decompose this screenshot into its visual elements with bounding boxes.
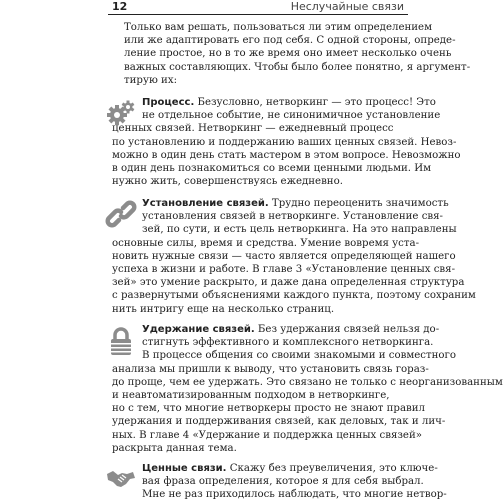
term-retention: Удержание связей. [142, 324, 255, 335]
page-header [108, 0, 408, 15]
text-line: Безусловно, нетворкинг — это процесс! Это [194, 97, 436, 108]
term-establishing: Установление связей. [142, 198, 269, 209]
text-line: тирую их: [124, 74, 178, 86]
text-line: зей, по сути, и есть цель нетворкинга. На это направлены [142, 224, 457, 236]
text-line: Мне не раз приходилось наблюдать, что многие нетвор- [142, 489, 447, 501]
page-number: 12 [112, 0, 128, 13]
text-line: Скажу без преувеличения, это ключе- [226, 463, 438, 474]
text-line: раскрыта данная тема. [112, 442, 237, 454]
intro-paragraph [112, 21, 471, 87]
text-line: Без удержания связей нельзя до- [254, 324, 440, 335]
text-line: основные силы, время и средства. Умение вовремя уста- [112, 237, 420, 249]
handshake-icon [106, 462, 136, 492]
running-title: Неслучайные связи [290, 0, 404, 13]
term-process: Процесс. [142, 97, 195, 108]
text-line: анализа мы пришли к выводу, что установить связь гораз- [112, 363, 429, 375]
section-retention [142, 323, 457, 363]
text-line: можно в один день стать мастером в этом вопросе. Невозможно [112, 149, 461, 161]
text-line: установления связей в нетворкинге. Установление свя- [142, 211, 443, 223]
text-line: удержания и поддерживания связей, как деловых, так и лич- [112, 416, 446, 428]
text-line: вая фраза определения, которое я для себя выбрал. [142, 476, 424, 488]
text-line: но с тем, что многие нетворкеры просто не знают правил [112, 403, 426, 415]
section-establishing [142, 197, 457, 237]
text-line: Только вам решать, пользоваться ли этим определением [124, 22, 433, 33]
text-line: не отдельное событие, не синонимичное установление [142, 110, 441, 122]
text-line: В процессе общения со своими знакомыми и совместного [142, 350, 457, 362]
padlock-icon [106, 326, 136, 356]
section-valuable [142, 462, 447, 502]
text-line: успеха в жизни и работе. В главе 3 «Установление ценных свя- [112, 264, 456, 275]
text-line: или же адаптировать его под себя. С одной стороны, опреде- [124, 35, 456, 47]
text-line: стигнуть эффективного и комплексного нетворкинга. [142, 337, 434, 349]
text-line: ных. В главе 4 «Удержание и поддержка ценных связей» [112, 429, 422, 441]
text-line: в один день познакомиться со всеми ценными людьми. Им [112, 163, 432, 174]
text-line: ценных связей. Нетворкинг — ежедневный процесс [112, 123, 394, 135]
section-establishing-continued [112, 237, 476, 316]
section-process [142, 96, 441, 122]
text-line: по установлению и поддержанию ваших ценных связей. Невоз- [112, 136, 457, 148]
text-line: новить нужные связи — часто является определяющей нашего [112, 250, 456, 262]
text-line: нужно жить, совершенствуясь ежедневно. [112, 176, 343, 188]
text-line: нить интригу еще на несколько страниц. [112, 303, 335, 315]
text-line: до проще, чем ее удержать. Это связано не только с неорганизованным [112, 376, 503, 388]
text-line: ление простое, но в то же время оно имеет несколько очень [124, 48, 452, 60]
section-retention-continued [112, 363, 503, 455]
chain-link-icon [106, 199, 136, 229]
text-line: с развернутыми объяснениями каждого пункта, поэтому сохраним [112, 290, 476, 302]
text-line: и неавтоматизированным подходом в нетворкинге, [112, 390, 390, 401]
text-line: важных составляющих. Чтобы было более понятно, я аргумент- [124, 61, 471, 73]
text-line: Трудно переоценить значимость [268, 198, 449, 209]
term-valuable: Ценные связи. [142, 463, 227, 474]
text-line: зей» это умение раскрыто, и даже дана определенная структура [112, 277, 465, 289]
section-process-continued [112, 122, 461, 188]
